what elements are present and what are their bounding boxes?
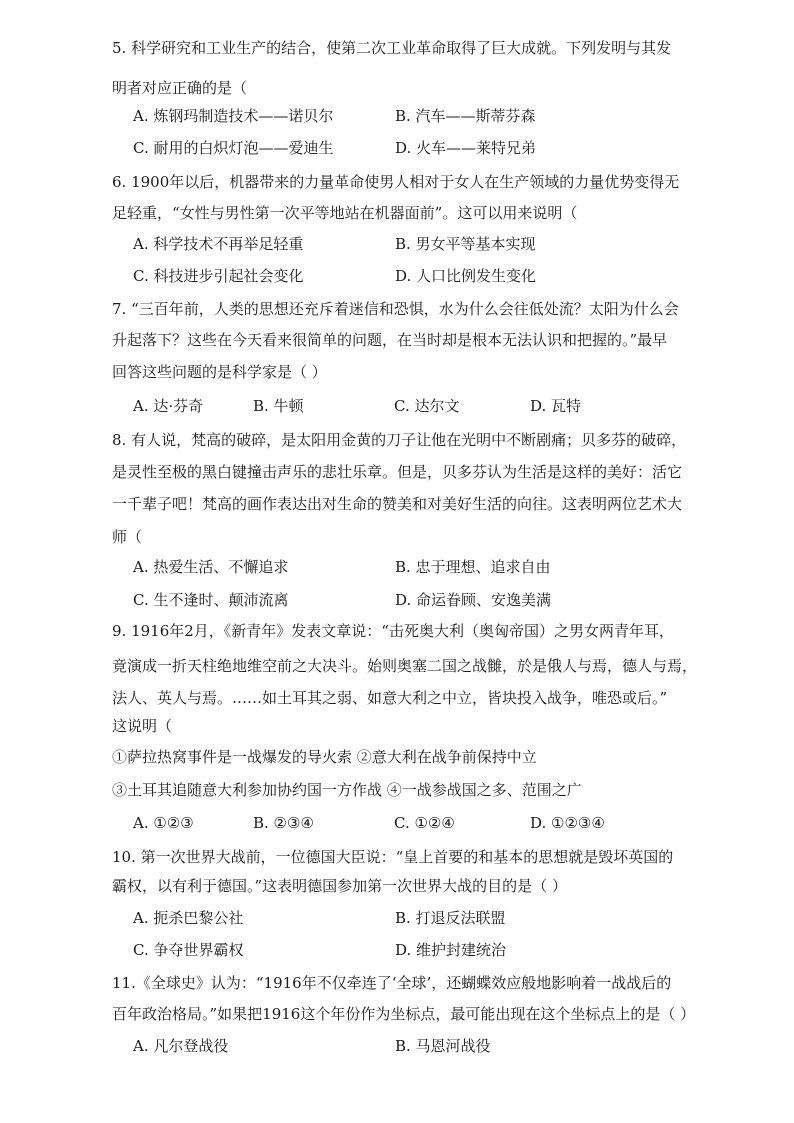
question-8-line-2: 是灵性至极的黑白键撞击声乐的悲壮乐章。但是，贝多芬认为生活是这样的美好：活它: [112, 463, 683, 481]
question-10-option-c: C. 争夺世界霸权: [133, 941, 244, 959]
question-8-option-a: A. 热爱生活、不懈追求: [133, 558, 289, 576]
question-9-line-4: 这说明（: [112, 717, 173, 735]
question-6-line-1: 6. 1900年以后，机器带来的力量革命使男人相对于女人在生产领域的力量优势变得无: [112, 173, 680, 191]
question-6-option-c: C. 科技进步引起社会变化: [133, 267, 304, 285]
question-7-option-a: A. 达·芬奇: [133, 397, 204, 415]
question-7-line-3: 回答这些问题的是科学家是（ ）: [112, 363, 327, 381]
question-11-line-2: 百年政治格局。”如果把1916这个年份作为坐标点，最可能出现在这个坐标点上的是（ ）: [112, 1005, 696, 1023]
question-7-line-2: 升起落下？这些在今天看来很简单的问题，在当时却是根本无法认识和把握的。”最早: [112, 331, 668, 349]
question-5-option-b: B. 汽车——斯蒂芬森: [395, 107, 536, 125]
question-9-statement-1-2: ①萨拉热窝事件是一战爆发的导火索 ②意大利在战争前保持中立: [112, 748, 537, 766]
question-7-option-b: B. 牛顿: [253, 397, 304, 415]
question-6-option-b: B. 男女平等基本实现: [395, 235, 536, 253]
question-9-line-1: 9. 1916年2月，《新青年》发表文章说：“击死奥大利（奥匈帝国）之男女两青年耳，: [112, 622, 674, 640]
question-8-option-c: C. 生不逢时、颠沛流离: [133, 591, 289, 609]
question-5-line-1: 5. 科学研究和工业生产的结合，使第二次工业革命取得了巨大成就。下列发明与其发: [112, 39, 672, 57]
question-8-option-d: D. 命运眷顾、安逸美满: [395, 591, 552, 609]
question-10-option-a: A. 扼杀巴黎公社: [133, 909, 244, 927]
question-5-line-2: 明者对应正确的是（: [112, 79, 248, 97]
question-10-option-d: D. 维护封建统治: [395, 941, 507, 959]
question-9-option-c: C. ①②④: [394, 814, 455, 832]
question-7-option-c: C. 达尔文: [394, 397, 460, 415]
question-6-option-d: D. 人口比例发生变化: [395, 267, 537, 285]
question-9-line-2: 竟演成一折天柱绝地维空前之大决斗。始则奥塞二国之战雠，於是俄人与焉，德人与焉，: [112, 657, 698, 675]
question-11-option-a: A. 凡尔登战役: [133, 1037, 229, 1055]
question-11-line-1: 11.《全球史》认为：“1916年不仅牵连了‘全球’，还蝴蝶效应般地影响着一战战后的: [112, 974, 672, 992]
question-9-statement-3-4: ③土耳其追随意大利参加协约国一方作战 ④一战参战国之多、范围之广: [112, 781, 582, 799]
question-8-line-1: 8. 有人说，梵高的破碎，是太阳用金黄的刀子让他在光明中不断剧痛；贝多芬的破碎，: [112, 431, 687, 449]
question-6-option-a: A. 科学技术不再举足轻重: [133, 235, 304, 253]
question-8-line-3: 一千辈子吧！梵高的画作表达出对生命的赞美和对美好生活的向往。这表明两位艺术大: [112, 495, 683, 513]
question-7-line-1: 7. “三百年前，人类的思想还充斥着迷信和恐惧，水为什么会往低处流？太阳为什么会: [112, 300, 679, 318]
question-7-option-d: D. 瓦特: [530, 397, 582, 415]
question-10-line-1: 10. 第一次世界大战前，一位德国大臣说：“皇上首要的和基本的思想就是毁坏英国的: [112, 848, 674, 866]
question-9-option-a: A. ①②③: [133, 814, 194, 832]
question-5-option-a: A. 炼钢玛制造技术——诺贝尔: [133, 107, 334, 125]
question-5-option-c: C. 耐用的白炽灯泡——爱迪生: [133, 139, 334, 157]
question-9-option-b: B. ②③④: [253, 814, 314, 832]
question-10-line-2: 霸权，以有利于德国。”这表明德国参加第一次世界大战的目的是（ ）: [112, 877, 567, 895]
question-9-option-d: D. ①②③④: [530, 814, 605, 832]
question-8-option-b: B. 忠于理想、追求自由: [395, 558, 551, 576]
question-6-line-2: 足轻重，“女性与男性第一次平等地站在机器面前”。这可以用来说明（: [112, 204, 578, 222]
question-10-option-b: B. 打退反法联盟: [395, 909, 506, 927]
question-9-line-3: 法人、英人与焉。……如土耳其之弱、如意大利之中立，皆块投入战争，唯恐或后。”: [112, 689, 668, 707]
question-11-option-b: B. 马恩河战役: [395, 1037, 491, 1055]
question-5-option-d: D. 火车——莱特兄弟: [395, 139, 537, 157]
question-8-line-4: 师（: [112, 528, 143, 546]
